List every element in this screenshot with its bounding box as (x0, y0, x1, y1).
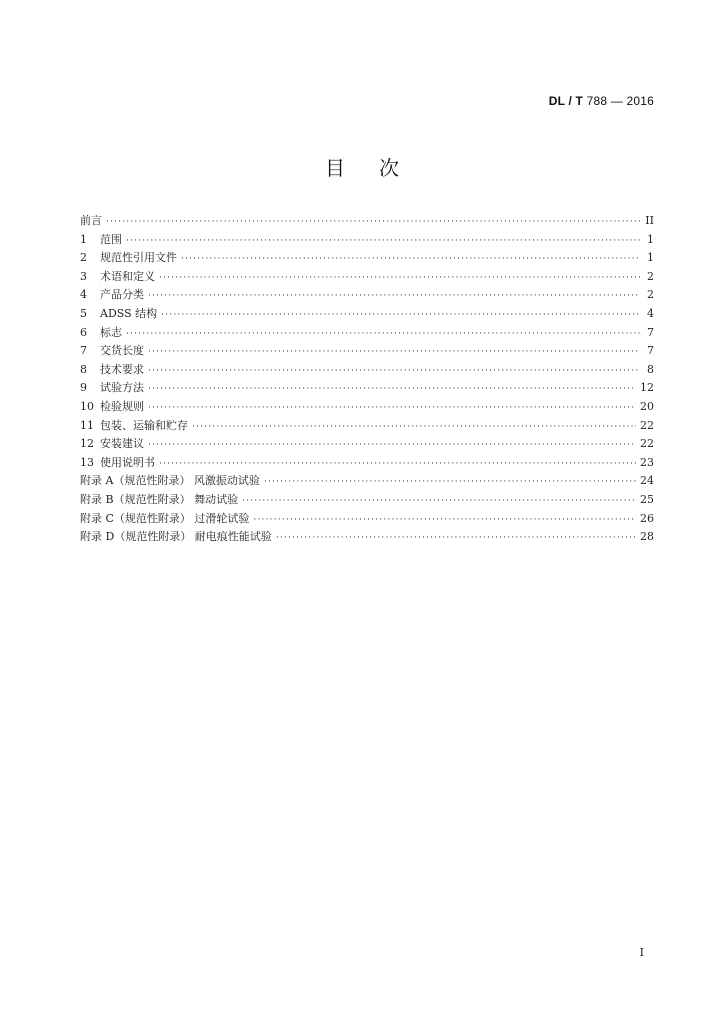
toc-entry-text: 使用说明书 (100, 455, 155, 469)
toc-entry[interactable] (80, 454, 654, 473)
toc-entry-page: II (645, 214, 654, 227)
toc-entry[interactable] (80, 305, 654, 324)
toc-entry-page: 12 (640, 381, 654, 395)
toc-entry-number: 11 (80, 418, 94, 432)
toc-entry-label (80, 528, 272, 547)
toc-leader-dots (148, 343, 640, 362)
toc-leader-dots (253, 511, 636, 530)
toc-entry[interactable] (80, 510, 654, 529)
toc-entry[interactable] (80, 268, 654, 287)
toc-entry-text: 检验规则 (100, 399, 144, 413)
toc-entry[interactable] (80, 249, 654, 268)
toc-entry-label (80, 454, 155, 473)
toc-entry-number: 7 (80, 344, 87, 358)
toc-leader-dots (159, 269, 640, 288)
toc-entry-page: 20 (640, 399, 654, 413)
toc-leader-dots (148, 436, 636, 455)
toc-entry-page: 26 (640, 511, 654, 525)
toc-leader-dots (148, 399, 636, 418)
toc-entry-text: 前言 (80, 214, 102, 227)
toc-entry-text: 试验方法 (100, 381, 144, 395)
toc-entry-label (80, 342, 144, 361)
table-of-contents (80, 212, 654, 547)
toc-entry-number: 2 (80, 251, 87, 265)
toc-entry-text: 范围 (100, 232, 122, 246)
toc-entry[interactable] (80, 342, 654, 361)
toc-leader-dots (148, 287, 640, 306)
toc-entry-page: 25 (640, 492, 654, 506)
toc-entry-label (80, 268, 155, 287)
toc-entry[interactable] (80, 398, 654, 417)
toc-leader-dots (126, 232, 640, 251)
toc-entry-number: 10 (80, 399, 94, 413)
toc-entry[interactable] (80, 435, 654, 454)
toc-entry-page: 23 (640, 455, 654, 469)
toc-entry[interactable] (80, 286, 654, 305)
toc-leader-dots (106, 213, 640, 232)
toc-leader-dots (161, 306, 640, 325)
toc-entry-text: 产品分类 (100, 288, 144, 302)
standard-number: 788 — 2016 (586, 94, 654, 108)
toc-entry-text: 附录 B（规范性附录） 舞动试验 (80, 492, 239, 506)
toc-entry[interactable] (80, 528, 654, 547)
toc-entry[interactable] (80, 231, 654, 250)
toc-entry[interactable] (80, 472, 654, 491)
toc-entry-label (80, 379, 144, 398)
toc-leader-dots (159, 455, 636, 474)
toc-entry-number: 6 (80, 325, 87, 339)
toc-entry-label (80, 361, 144, 380)
toc-entry-page: 2 (647, 288, 654, 302)
toc-entry-number: 9 (80, 381, 87, 395)
toc-entry-label (80, 286, 144, 305)
toc-entry-page: 22 (640, 437, 654, 451)
toc-entry-label (80, 398, 144, 417)
page-number: I (639, 946, 644, 959)
toc-entry-text: ADSS 结构 (100, 306, 158, 320)
toc-entry-page: 7 (647, 325, 654, 339)
toc-entry-label (80, 491, 238, 510)
toc-entry-text: 规范性引用文件 (100, 251, 177, 265)
toc-entry[interactable] (80, 212, 654, 231)
standard-prefix: DL / T (548, 94, 584, 108)
toc-entry-number: 5 (80, 306, 87, 320)
page-title: 目次 (325, 156, 433, 180)
toc-entry-page: 22 (640, 418, 654, 432)
toc-entry-page: 7 (647, 344, 654, 358)
toc-entry-page: 1 (647, 251, 654, 265)
toc-entry-text: 术语和定义 (100, 269, 155, 283)
toc-entry-number: 8 (80, 362, 87, 376)
toc-leader-dots (148, 380, 636, 399)
toc-entry-number: 4 (80, 288, 87, 302)
toc-entry-text: 标志 (100, 325, 122, 339)
toc-entry[interactable] (80, 361, 654, 380)
toc-entry-text: 技术要求 (100, 362, 144, 376)
toc-entry-page: 2 (647, 269, 654, 283)
toc-entry-label (80, 231, 122, 250)
toc-entry-text: 包装、运输和贮存 (100, 418, 188, 432)
toc-entry-number: 1 (80, 232, 87, 246)
toc-entry-page: 1 (647, 232, 654, 246)
toc-entry-number: 13 (80, 455, 94, 469)
toc-entry-page: 28 (640, 530, 654, 544)
toc-entry-text: 附录 C（规范性附录） 过滑轮试验 (80, 511, 250, 525)
toc-leader-dots (192, 418, 636, 437)
toc-leader-dots (181, 250, 640, 269)
toc-entry[interactable] (80, 417, 654, 436)
toc-entry[interactable] (80, 324, 654, 343)
toc-entry-label (80, 435, 144, 454)
toc-entry-number: 3 (80, 269, 87, 283)
toc-leader-dots (264, 473, 636, 492)
toc-entry-label (80, 305, 157, 324)
toc-leader-dots (242, 492, 636, 511)
document-code (549, 94, 654, 108)
toc-entry-page: 24 (640, 474, 654, 488)
toc-entry-text: 交货长度 (100, 344, 144, 358)
toc-entry-text: 安装建议 (100, 437, 144, 451)
toc-entry-number: 12 (80, 437, 94, 451)
toc-entry-label (80, 212, 102, 231)
toc-entry-page: 8 (647, 362, 654, 376)
toc-entry-label (80, 417, 188, 436)
toc-entry-label (80, 249, 177, 268)
toc-entry[interactable] (80, 379, 654, 398)
toc-entry-label (80, 472, 260, 491)
toc-entry-text: 附录 D（规范性附录） 耐电痕性能试验 (80, 530, 272, 544)
toc-leader-dots (276, 529, 636, 548)
toc-entry-label (80, 510, 249, 529)
toc-entry-page: 4 (647, 306, 654, 320)
toc-entry[interactable] (80, 491, 654, 510)
toc-leader-dots (126, 325, 640, 344)
toc-entry-label (80, 324, 122, 343)
toc-entry-text: 附录 A（规范性附录） 风激振动试验 (80, 474, 260, 488)
toc-leader-dots (148, 362, 640, 381)
